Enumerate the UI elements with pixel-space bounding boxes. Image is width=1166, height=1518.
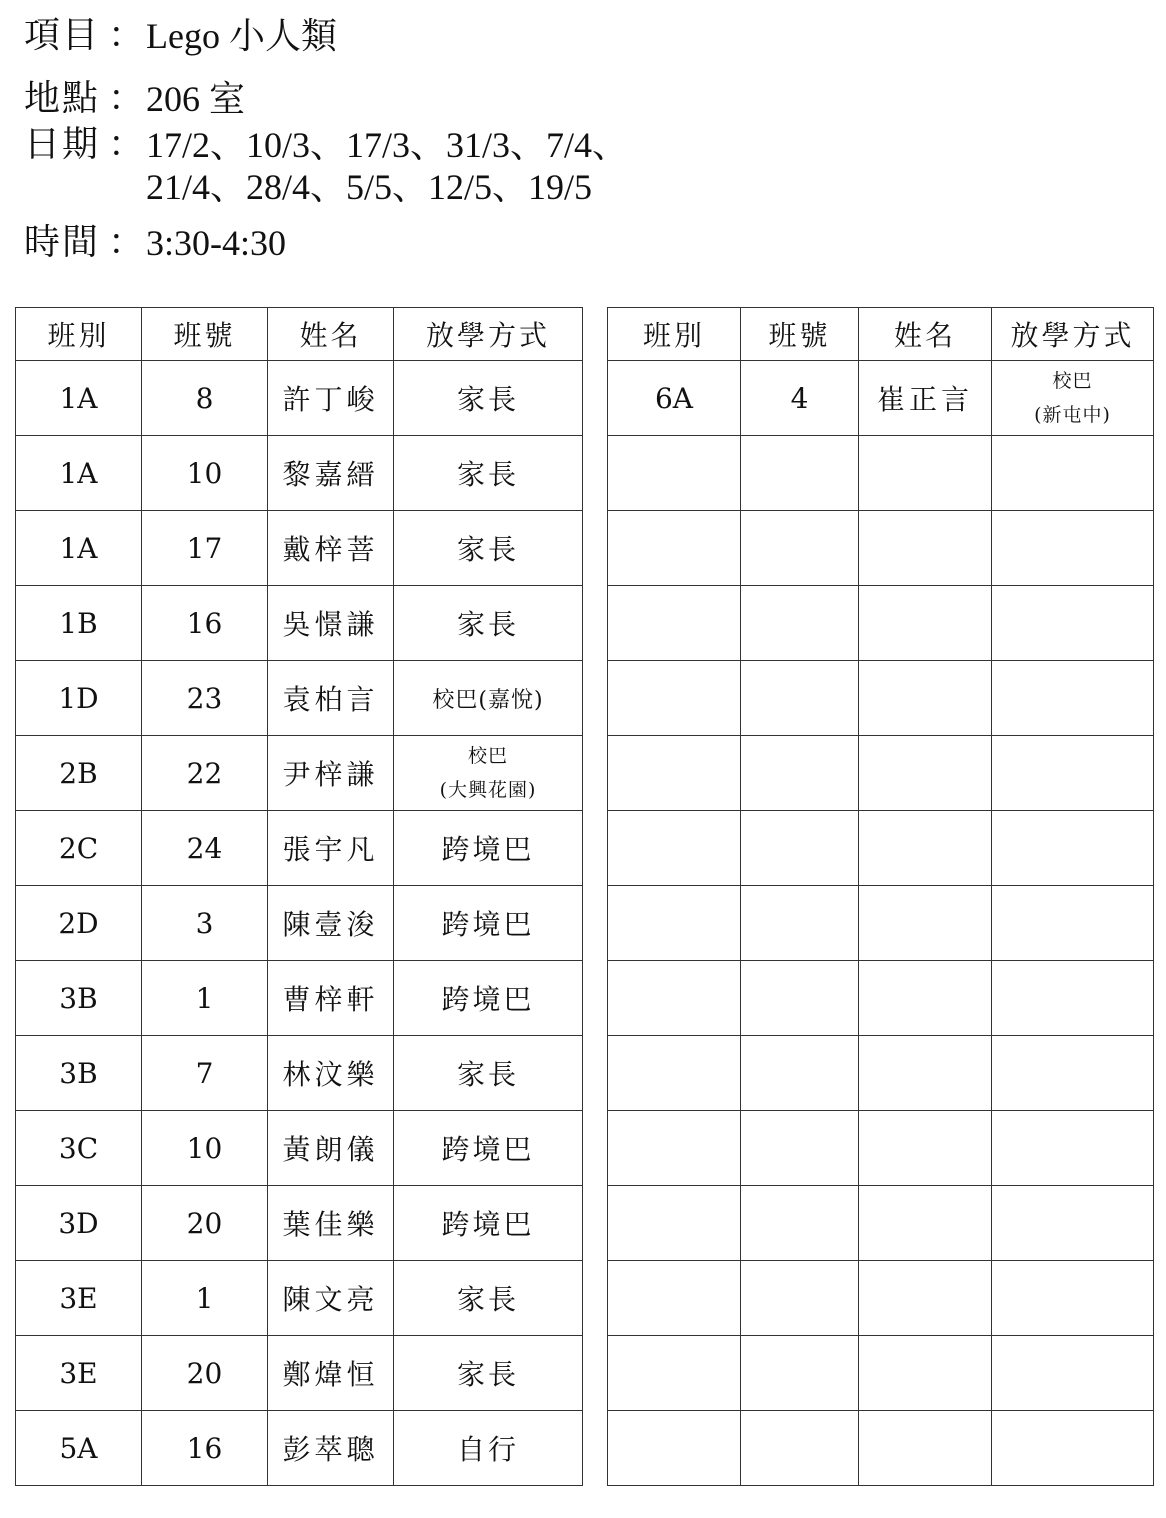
- empty-cell: [859, 1036, 992, 1111]
- empty-cell: [608, 886, 741, 961]
- header-method: 放學方式: [992, 308, 1154, 361]
- cell-class: 1A: [16, 436, 142, 511]
- empty-cell: [608, 961, 741, 1036]
- empty-cell: [992, 1111, 1154, 1186]
- header-class: 班別: [16, 308, 142, 361]
- empty-cell: [859, 811, 992, 886]
- empty-cell: [992, 886, 1154, 961]
- cell-method: 家長: [394, 586, 583, 661]
- cell-number: 17: [142, 511, 268, 586]
- empty-cell: [992, 661, 1154, 736]
- empty-cell: [992, 586, 1154, 661]
- table-row: [16, 1261, 583, 1336]
- cell-name: 袁柏言: [268, 661, 394, 736]
- empty-cell: [992, 511, 1154, 586]
- cell-name: 崔正言: [859, 361, 992, 436]
- empty-cell: [859, 511, 992, 586]
- empty-cell: [608, 661, 741, 736]
- cell-method: 跨境巴: [394, 886, 583, 961]
- table-row: [16, 1336, 583, 1411]
- table-row: [16, 586, 583, 661]
- empty-cell: [859, 1261, 992, 1336]
- time-row: [24, 222, 286, 264]
- empty-cell: [741, 1036, 859, 1111]
- table-row-empty: [608, 1036, 1154, 1111]
- cell-name: 林汶樂: [268, 1036, 394, 1111]
- cell-method-line-2: (大興花園): [439, 779, 537, 801]
- empty-cell: [608, 436, 741, 511]
- table-row-empty: [608, 436, 1154, 511]
- empty-cell: [741, 511, 859, 586]
- empty-cell: [992, 961, 1154, 1036]
- date-row: [24, 124, 628, 208]
- empty-cell: [608, 1261, 741, 1336]
- table-row: [16, 1036, 583, 1111]
- cell-class: 5A: [16, 1411, 142, 1486]
- table-row-empty: [608, 511, 1154, 586]
- cell-name: 吳憬謙: [268, 586, 394, 661]
- cell-class: 3B: [16, 1036, 142, 1111]
- cell-number: 7: [142, 1036, 268, 1111]
- table-row-empty: [608, 886, 1154, 961]
- empty-cell: [608, 511, 741, 586]
- time-value: 3:30-4:30: [146, 223, 286, 263]
- empty-cell: [741, 1186, 859, 1261]
- table-row: [608, 361, 1154, 436]
- cell-class: 3D: [16, 1186, 142, 1261]
- cell-number: 4: [741, 361, 859, 436]
- table-row: [16, 1186, 583, 1261]
- empty-cell: [859, 1111, 992, 1186]
- empty-cell: [859, 586, 992, 661]
- table-row: [16, 886, 583, 961]
- cell-name: 陳壹浚: [268, 886, 394, 961]
- empty-cell: [859, 736, 992, 811]
- cell-class: 1B: [16, 586, 142, 661]
- cell-method: 跨境巴: [394, 961, 583, 1036]
- cell-name: 戴梓菩: [268, 511, 394, 586]
- header-name: 姓名: [859, 308, 992, 361]
- table-row-empty: [608, 736, 1154, 811]
- cell-number: 20: [142, 1336, 268, 1411]
- empty-cell: [741, 661, 859, 736]
- cell-name: 葉佳樂: [268, 1186, 394, 1261]
- student-table-right: [607, 307, 1154, 1486]
- cell-class: 1A: [16, 361, 142, 436]
- table-row-empty: [608, 661, 1154, 736]
- cell-number: 22: [142, 736, 268, 811]
- table-row-empty: [608, 586, 1154, 661]
- cell-method: 家長: [394, 361, 583, 436]
- location-row: [24, 78, 245, 120]
- empty-cell: [859, 1336, 992, 1411]
- cell-class: 3E: [16, 1336, 142, 1411]
- location-value: 206 室: [146, 79, 246, 119]
- cell-name: 黎嘉縉: [268, 436, 394, 511]
- empty-cell: [741, 811, 859, 886]
- cell-number: 16: [142, 586, 268, 661]
- cell-number: 8: [142, 361, 268, 436]
- cell-number: 10: [142, 436, 268, 511]
- cell-name: 陳文亮: [268, 1261, 394, 1336]
- date-label: 日期: [24, 124, 101, 165]
- cell-name: 尹梓謙: [268, 736, 394, 811]
- empty-cell: [859, 661, 992, 736]
- empty-cell: [992, 736, 1154, 811]
- cell-name: 黃朗儀: [268, 1111, 394, 1186]
- cell-method: [992, 361, 1154, 436]
- empty-cell: [859, 961, 992, 1036]
- cell-method: 家長: [394, 1261, 583, 1336]
- cell-method: 家長: [394, 436, 583, 511]
- cell-class: 3B: [16, 961, 142, 1036]
- cell-method: 家長: [394, 511, 583, 586]
- project-value: Lego 小人類: [146, 16, 337, 56]
- cell-method: 家長: [394, 1336, 583, 1411]
- empty-cell: [992, 1336, 1154, 1411]
- cell-class: 1A: [16, 511, 142, 586]
- table-row-empty: [608, 1111, 1154, 1186]
- header-number: 班號: [142, 308, 268, 361]
- project-colon: ：: [107, 15, 144, 56]
- student-table-left: [15, 307, 583, 1486]
- cell-name: 彭萃聰: [268, 1411, 394, 1486]
- empty-cell: [608, 1411, 741, 1486]
- cell-method: 自行: [394, 1411, 583, 1486]
- table-row: [16, 1411, 583, 1486]
- header-class: 班別: [608, 308, 741, 361]
- empty-cell: [608, 811, 741, 886]
- table-header-row: [608, 308, 1154, 361]
- empty-cell: [859, 1186, 992, 1261]
- table-row-empty: [608, 1186, 1154, 1261]
- empty-cell: [741, 436, 859, 511]
- empty-cell: [741, 586, 859, 661]
- empty-cell: [992, 1261, 1154, 1336]
- empty-cell: [992, 436, 1154, 511]
- table-row: [16, 736, 583, 811]
- table-row-empty: [608, 1261, 1154, 1336]
- table-row: [16, 511, 583, 586]
- cell-class: 2C: [16, 811, 142, 886]
- date-line-1: 17/2、10/3、17/3、31/3、7/4、: [146, 125, 629, 165]
- empty-cell: [992, 1411, 1154, 1486]
- empty-cell: [741, 1336, 859, 1411]
- time-colon: ：: [107, 222, 144, 263]
- empty-cell: [608, 586, 741, 661]
- cell-number: 10: [142, 1111, 268, 1186]
- empty-cell: [992, 1186, 1154, 1261]
- table-row-empty: [608, 961, 1154, 1036]
- table-row-empty: [608, 811, 1154, 886]
- table-row-empty: [608, 1336, 1154, 1411]
- empty-cell: [741, 961, 859, 1036]
- cell-class: 3E: [16, 1261, 142, 1336]
- cell-number: 3: [142, 886, 268, 961]
- empty-cell: [608, 1036, 741, 1111]
- cell-class: 2D: [16, 886, 142, 961]
- cell-class: 2B: [16, 736, 142, 811]
- project-label: 項目: [24, 15, 101, 56]
- cell-number: 16: [142, 1411, 268, 1486]
- location-colon: ：: [107, 78, 144, 119]
- cell-class: 3C: [16, 1111, 142, 1186]
- empty-cell: [859, 886, 992, 961]
- cell-class: 6A: [608, 361, 741, 436]
- cell-number: 1: [142, 1261, 268, 1336]
- cell-method: 校巴(嘉悅): [394, 661, 583, 736]
- cell-method-line-1: 校巴: [1052, 370, 1093, 392]
- cell-class: 1D: [16, 661, 142, 736]
- cell-number: 23: [142, 661, 268, 736]
- empty-cell: [741, 1261, 859, 1336]
- cell-name: 許丁峻: [268, 361, 394, 436]
- cell-method: 跨境巴: [394, 1111, 583, 1186]
- project-row: [24, 15, 337, 57]
- header-method: 放學方式: [394, 308, 583, 361]
- empty-cell: [741, 1411, 859, 1486]
- empty-cell: [992, 811, 1154, 886]
- empty-cell: [992, 1036, 1154, 1111]
- location-label: 地點: [24, 78, 101, 119]
- empty-cell: [741, 1111, 859, 1186]
- empty-cell: [741, 736, 859, 811]
- date-value: [146, 124, 628, 208]
- empty-cell: [859, 436, 992, 511]
- table-header-row: [16, 308, 583, 361]
- cell-method: [394, 736, 583, 811]
- header-name: 姓名: [268, 308, 394, 361]
- table-row: [16, 436, 583, 511]
- empty-cell: [608, 736, 741, 811]
- table-row-empty: [608, 1411, 1154, 1486]
- empty-cell: [608, 1111, 741, 1186]
- table-row: [16, 961, 583, 1036]
- table-row: [16, 361, 583, 436]
- table-row: [16, 811, 583, 886]
- cell-number: 1: [142, 961, 268, 1036]
- cell-number: 20: [142, 1186, 268, 1261]
- cell-name: 鄭煒恒: [268, 1336, 394, 1411]
- cell-number: 24: [142, 811, 268, 886]
- cell-method-line-1: 校巴: [467, 745, 508, 767]
- cell-method-line-2: (新屯中): [1034, 404, 1111, 426]
- empty-cell: [859, 1411, 992, 1486]
- empty-cell: [741, 886, 859, 961]
- header-number: 班號: [741, 308, 859, 361]
- date-colon: ：: [107, 124, 144, 165]
- empty-cell: [608, 1336, 741, 1411]
- cell-name: 曹梓軒: [268, 961, 394, 1036]
- empty-cell: [608, 1186, 741, 1261]
- time-label: 時間: [24, 222, 101, 263]
- table-row: [16, 1111, 583, 1186]
- table-row: [16, 661, 583, 736]
- cell-name: 張宇凡: [268, 811, 394, 886]
- cell-method: 家長: [394, 1036, 583, 1111]
- cell-method: 跨境巴: [394, 1186, 583, 1261]
- date-line-2: 21/4、28/4、5/5、12/5、19/5: [146, 167, 593, 207]
- cell-method: 跨境巴: [394, 811, 583, 886]
